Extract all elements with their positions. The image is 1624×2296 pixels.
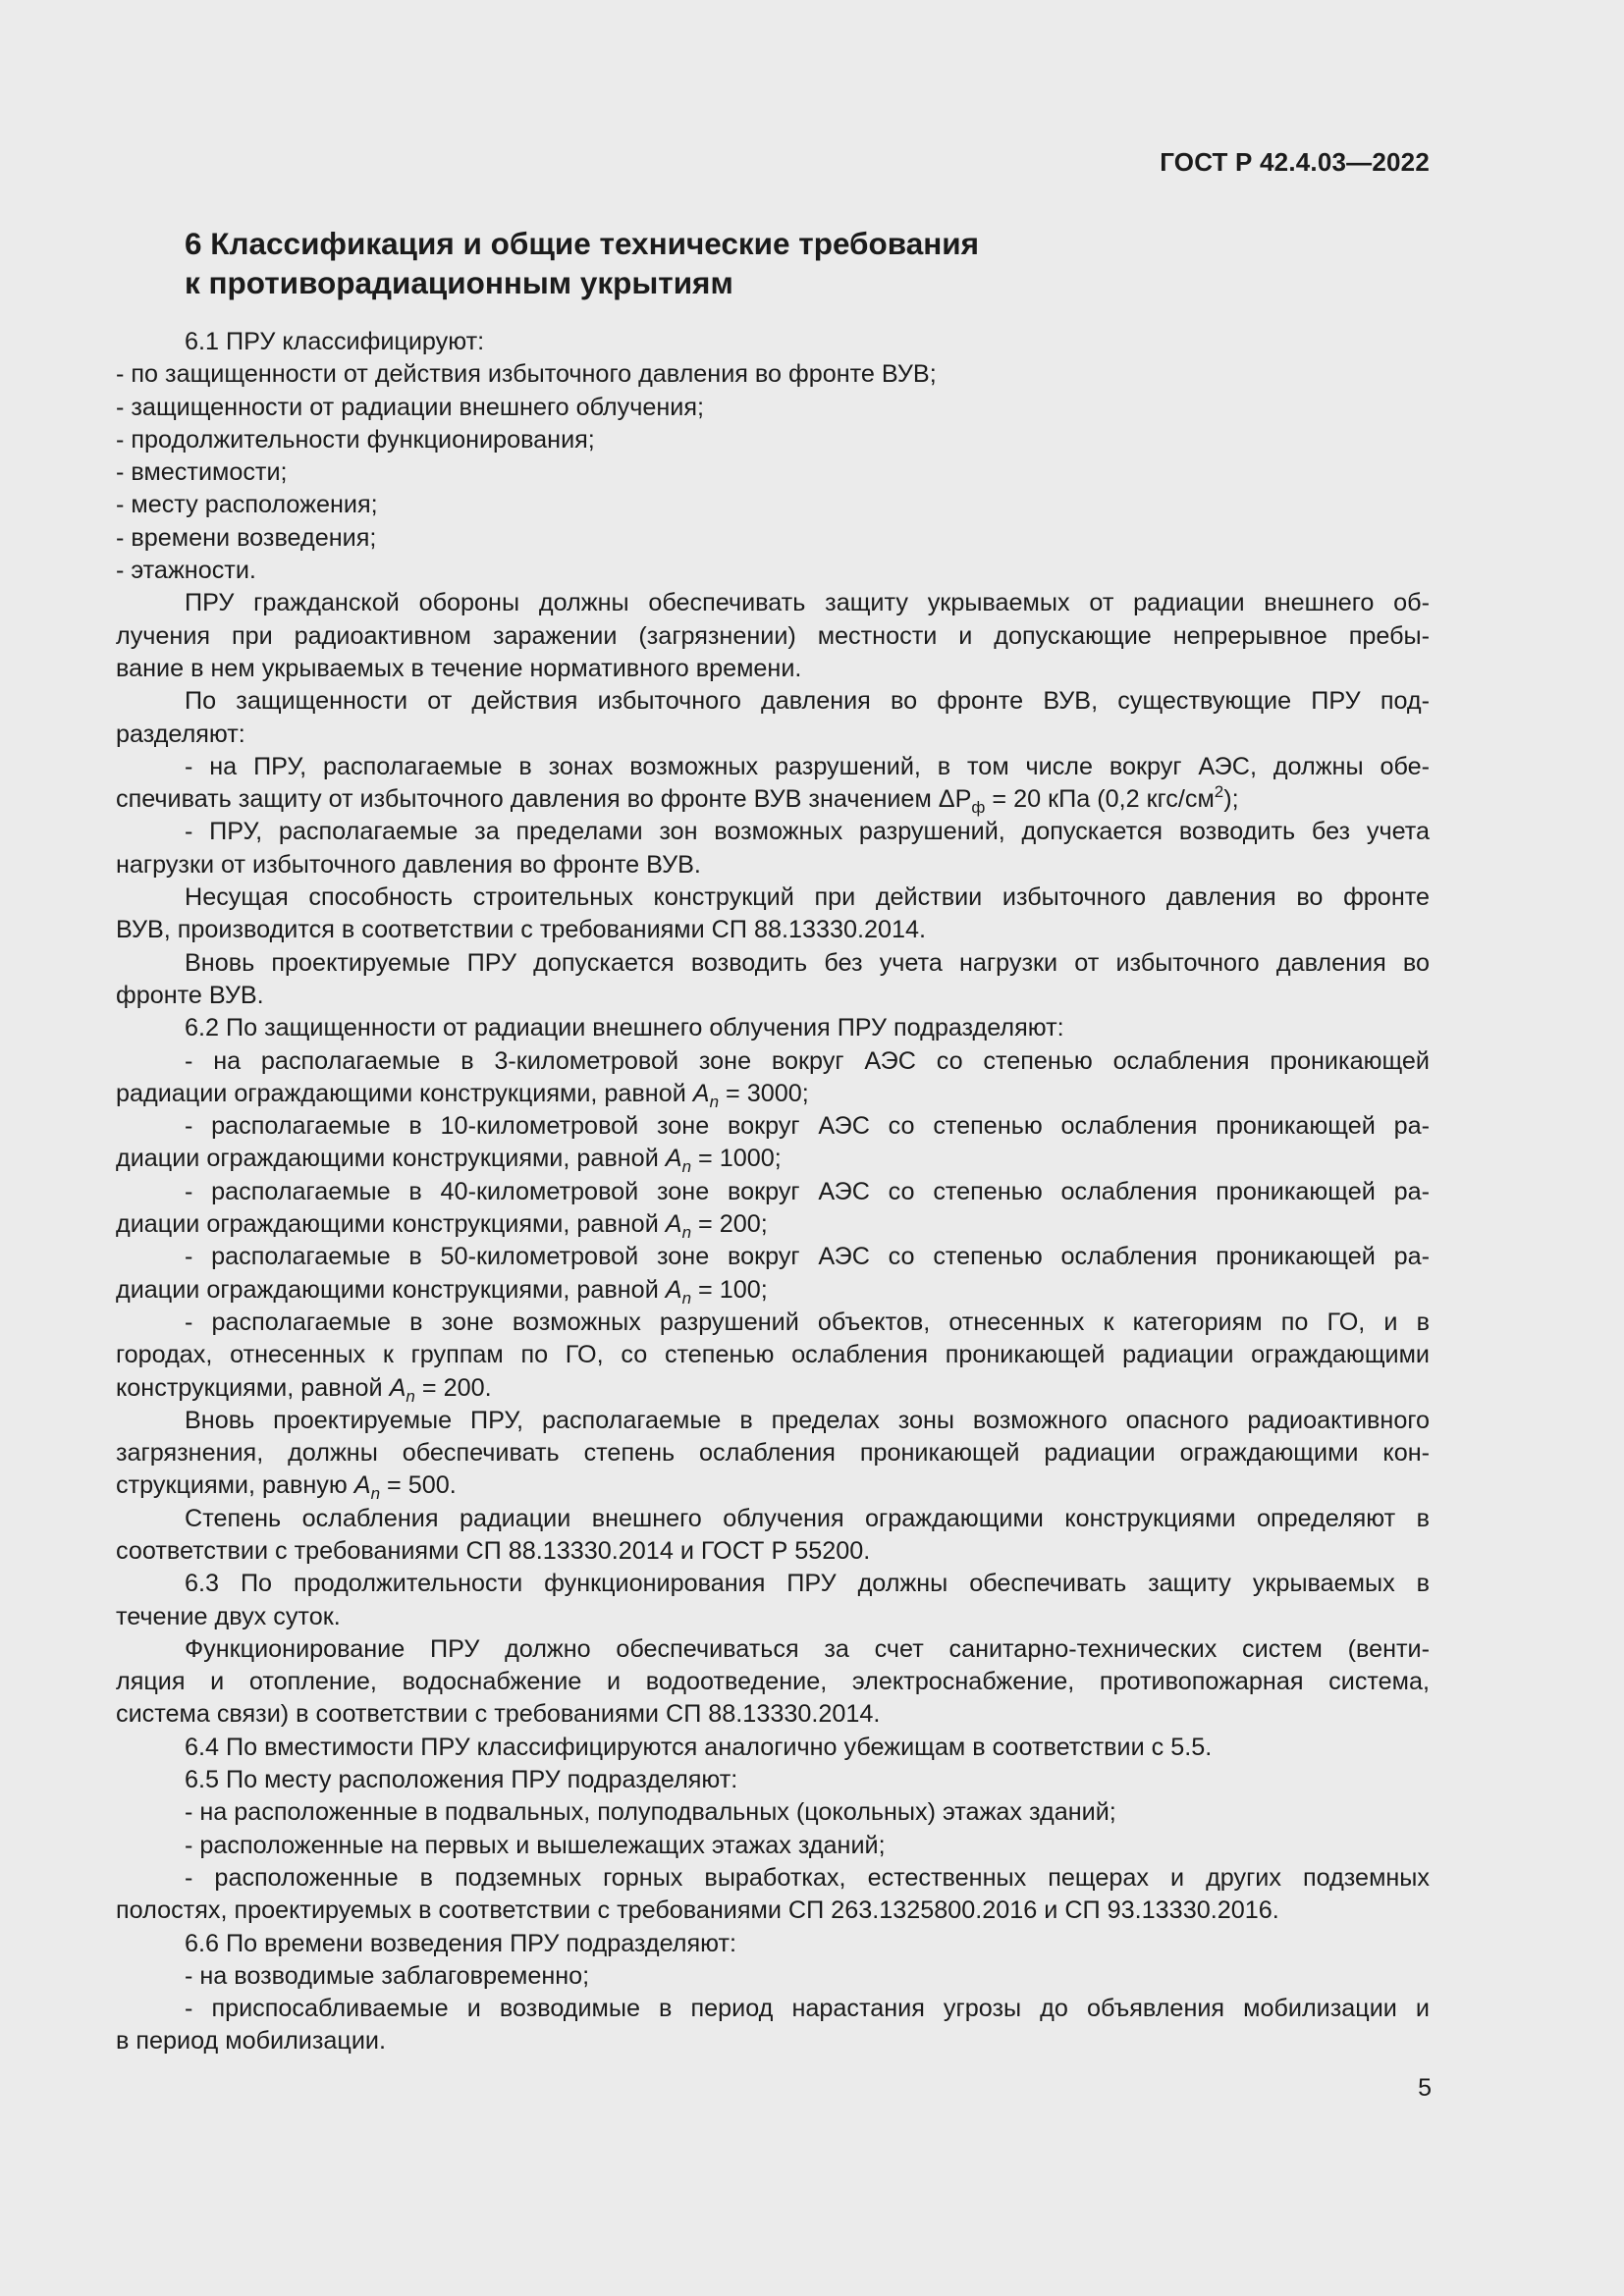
text-line: соответствии с требованиями СП 88.13330.2014 и ГОСТ Р 55200. [116,1536,871,1565]
text-line: загрязнения, должны обеспечивать степень ослабления проникающей радиации ограждающими кон- [116,1439,1430,1468]
text-line: 6.3 По продолжительности функционирования ПРУ должны обеспечивать защиту укрываемых в [185,1570,1430,1598]
text-line: Вновь проектируемые ПРУ, располагаемые в пределах зоны возможного опасного радиоактивного [185,1406,1430,1434]
text-line-formula: спечивать защиту от избыточного давления во фронте ВУВ значением $\Delta P_ф = 20$ кПа (0,2 кгс/$см^2$); [116,782,1239,818]
text-line: - месту расположения; [116,491,378,519]
text-line: 6.1 ПРУ классифицируют: [185,328,485,355]
text-line: 6.2 По защищенности от радиации внешнего облучения ПРУ подразделяют: [185,1014,1064,1042]
text-line: 6.6 По времени возведения ПРУ подразделяют: [185,1929,737,1957]
text-line: - на возводимые заблаговременно; [185,1961,590,1990]
text-line-formula: диации ограждающими конструкциями, равной $A_n = 1000$; [116,1145,782,1177]
text-line: - ПРУ, располагаемые за пределами зон возможных разрушений, допускается возводить без учета [185,818,1430,846]
text-line-formula: струкциями, равную $A_n = 500$. [116,1471,457,1504]
text-line: 6.5 По месту расположения ПРУ подразделяют: [185,1766,738,1794]
text-line: в период мобилизации. [116,2027,386,2056]
text-line: - на располагаемые в 3-километровой зоне вокруг АЭС со степенью ослабления проникающей [185,1046,1430,1075]
text-line: - вместимости; [116,458,288,487]
text-line: Несущая способность строительных конструкций при действии избыточного давления во фронте [185,883,1430,912]
text-line: вание в нем укрываемых в течение нормативного времени. [116,654,802,682]
text-line: По защищенности от действия избыточного давления во фронте ВУВ, существующие ПРУ под- [185,687,1430,716]
text-line: нагрузки от избыточного давления во фронте ВУВ. [116,850,701,879]
text-line: - продолжительности функционирования; [116,425,595,454]
text-line: - располагаемые в 40-километровой зоне вокруг АЭС со степенью ослабления проникающей ра- [185,1177,1430,1205]
text-line: Степень ослабления радиации внешнего облучения ограждающими конструкциями определяют в [185,1504,1430,1532]
text-line: - на ПРУ, располагаемые в зонах возможных разрушений, в том числе вокруг АЭС, должны обе- [185,752,1430,780]
text-line: - защищенности от радиации внешнего облучения; [116,393,704,421]
section-title [185,224,1265,302]
text-line: полостях, проектируемых в соответствии с требованиями СП 263.1325800.2016 и СП 93.13330.2016. [116,1896,1279,1925]
text-line: Вновь проектируемые ПРУ допускается возводить без учета нагрузки от избыточного давления во [185,948,1430,977]
section-title-line: к противорадиационным укрытиям [185,265,733,300]
document-code: ГОСТ Р 42.4.03—2022 [1160,147,1430,177]
text-line: - по защищенности от действия избыточного давления во фронте ВУВ; [116,360,937,389]
text-line-formula: диации ограждающими конструкциями, равной $A_n = 200$; [116,1210,768,1243]
text-line-formula: диации ограждающими конструкциями, равной $A_n = 100$; [116,1275,768,1308]
text-line: - времени возведения; [116,523,377,552]
body-text [116,326,1430,2058]
text-line: - на расположенные в подвальных, полуподвальных (цокольных) этажах зданий; [185,1798,1116,1827]
text-line: - расположенные на первых и вышележащих этажах зданий; [185,1831,886,1859]
text-line: ПРУ гражданской обороны должны обеспечивать защиту укрываемых от радиации внешнего об- [185,589,1430,617]
text-line: городах, отнесенных к группам по ГО, со степенью ослабления проникающей радиации ограждающими [116,1341,1430,1369]
text-line-formula: конструкциями, равной $A_n = 200$. [116,1373,492,1406]
text-line-formula: радиации ограждающими конструкциями, равной $A_n = 3000$; [116,1079,809,1111]
text-line: ВУВ, производится в соответствии с требованиями СП 88.13330.2014. [116,916,927,944]
text-line: фронте ВУВ. [116,981,264,1009]
text-line: система связи) в соответствии с требованиями СП 88.13330.2014. [116,1700,881,1729]
text-line: лучения при радиоактивном заражении (загрязнении) местности и допускающие непрерывное пребы- [116,621,1430,650]
section-title-line: 6 Классификация и общие технические требования [185,226,979,261]
text-line: ляция и отопление, водоснабжение и водоотведение, электроснабжение, противопожарная система, [116,1668,1430,1696]
text-line: - приспосабливаемые и возводимые в период нарастания угрозы до объявления мобилизации и [185,1995,1430,2023]
text-line: Функционирование ПРУ должно обеспечиваться за счет санитарно-технических систем (венти- [185,1634,1430,1663]
page-number: 5 [1418,2074,1432,2102]
text-line: - располагаемые в зоне возможных разрушений объектов, отнесенных к категориям по ГО, и в [185,1308,1430,1336]
text-line: - располагаемые в 10-километровой зоне вокруг АЭС со степенью ослабления проникающей ра- [185,1112,1430,1141]
text-line: - этажности. [116,557,256,585]
text-line: - расположенные в подземных горных выработках, естественных пещерах и других подземных [185,1863,1430,1892]
text-line: - располагаемые в 50-километровой зоне вокруг АЭС со степенью ослабления проникающей ра- [185,1243,1430,1271]
text-line: разделяют: [116,720,245,748]
text-line: течение двух суток. [116,1602,341,1630]
text-line: 6.4 По вместимости ПРУ классифицируются аналогично убежищам в соответствии с 5.5. [185,1733,1213,1761]
